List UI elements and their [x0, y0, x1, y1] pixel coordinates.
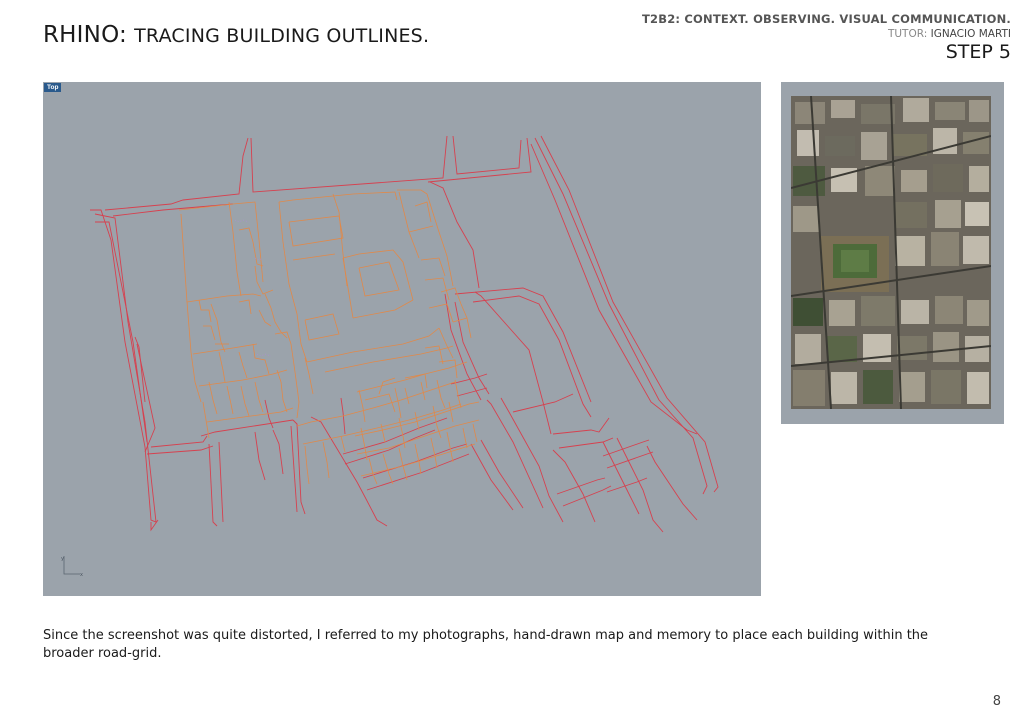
- axis-y-label: y: [61, 556, 64, 562]
- step-label: STEP 5: [945, 41, 1011, 63]
- road-outlines: [90, 136, 718, 532]
- building-trace-drawing: [43, 82, 761, 596]
- satellite-image-frame: [781, 82, 1004, 424]
- header-meta: [642, 12, 1011, 63]
- rhino-top-viewport[interactable]: [43, 82, 761, 596]
- marker-points: [235, 220, 271, 356]
- caption-text: Since the screenshot was quite distorted, I referred to my photographs, hand-drawn map and memory to place each building within the broader road-grid.: [43, 628, 929, 661]
- title-light: TRACING BUILDING OUTLINES.: [134, 25, 430, 47]
- tutor-line: [642, 28, 1011, 40]
- axis-x-label: x: [80, 572, 83, 578]
- page-title: [43, 22, 429, 48]
- satellite-image: [791, 96, 991, 409]
- title-strong: RHINO:: [43, 22, 127, 48]
- course-title: T2B2: CONTEXT. OBSERVING. VISUAL COMMUNICATION.: [641, 12, 1011, 26]
- viewport-label[interactable]: Top: [44, 83, 61, 92]
- tutor-label: TUTOR:: [887, 28, 928, 40]
- tutor-name: IGNACIO MARTI: [930, 28, 1011, 40]
- page-number: 8: [992, 694, 1001, 709]
- axis-indicator: [60, 554, 84, 578]
- building-outlines: [179, 190, 479, 484]
